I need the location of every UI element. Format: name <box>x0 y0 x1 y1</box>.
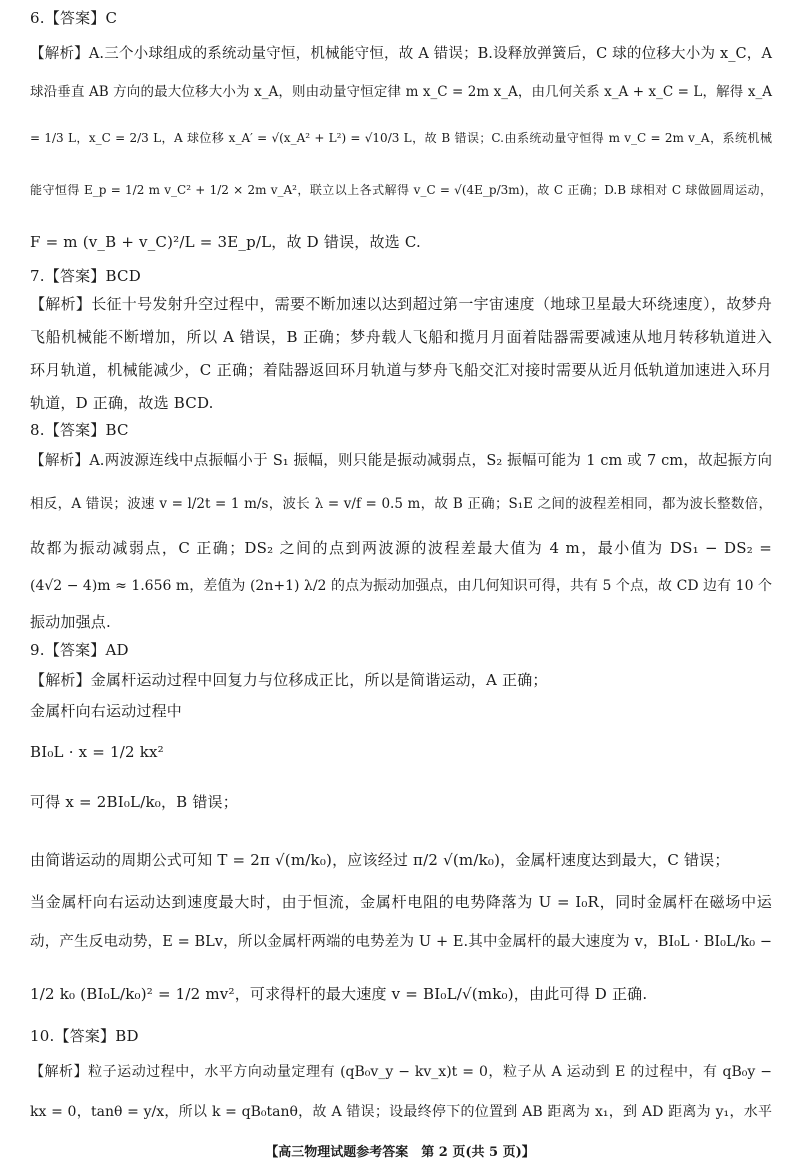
q9-analysis-line-4: 可得 x = 2BI₀L/k₀，B 错误； <box>30 793 238 811</box>
q8-analysis-line-5: 振动加强点. <box>30 613 111 631</box>
q8-analysis-line-3: 故都为振动减弱点，C 正确；DS₂ 之间的点到两波源的波程差最大值为 4 m，最小值为 DS₁ − DS₂ = <box>30 539 772 557</box>
page-footer: 【高三物理试题参考答案 第 2 页(共 5 页)】 <box>265 1145 535 1160</box>
q9-answer-heading: 9.【答案】AD <box>30 641 129 659</box>
q10-answer-heading: 10.【答案】BD <box>30 1027 139 1045</box>
q7-analysis-line-1: 【解析】长征十号发射升空过程中，需要不断加速以达到超过第一宇宙速度（地球卫星最大环绕速度），故梦舟 <box>30 295 772 313</box>
q9-analysis-line-6: 当金属杆向右运动达到速度最大时，由于恒流，金属杆电阻的电势降落为 U = I₀R，同时金属杆在磁场中运 <box>30 893 772 911</box>
q6-answer-heading: 6.【答案】C <box>30 9 118 27</box>
q6-analysis-line-3: = 1/3 L，x_C = 2/3 L，A 球位移 x_A′ = √(x_A² + L²) = √10/3 L，故 B 错误；C.由系统动量守恒得 m v_C = 2m v_A，系统机械 <box>30 131 772 145</box>
q8-analysis-line-1: 【解析】A.两波源连线中点振幅小于 S₁ 振幅，则只能是振动减弱点，S₂ 振幅可能为 1 cm 或 7 cm，故起振方向 <box>30 453 772 469</box>
q8-analysis-line-2: 相反，A 错误；波速 v = l/2t = 1 m/s，波长 λ = v/f = 0.5 m，故 B 正确；S₁E 之间的波程差相同，都为波长整数倍， <box>30 496 772 512</box>
q9-analysis-line-8: 1/2 k₀ (BI₀L/k₀)² = 1/2 mv²，可求得杆的最大速度 v = BI₀L/√(mk₀)，由此可得 D 正确. <box>30 985 648 1003</box>
q6-analysis-line-2: 球沿垂直 AB 方向的最大位移大小为 x_A，则由动量守恒定律 m x_C = 2m x_A，由几何关系 x_A + x_C = L，解得 x_A <box>30 84 772 100</box>
q9-analysis-line-7: 动，产生反电动势，E = BLv，所以金属杆两端的电势差为 U + E.其中金属杆的最大速度为 v，BI₀L · BI₀L/k₀ − <box>30 934 772 950</box>
q6-analysis-line-1: 【解析】A.三个小球组成的系统动量守恒，机械能守恒，故 A 错误；B.设释放弹簧后，C 球的位移大小为 x_C，A <box>30 46 772 62</box>
q9-analysis-line-2: 金属杆向右运动过程中 <box>30 702 183 720</box>
q6-analysis-line-4: 能守恒得 E_p = 1/2 m v_C² + 1/2 × 2m v_A²，联立以上各式解得 v_C = √(4E_p/3m)，故 C 正确；D.B 球相对 C 球做圆周运动， <box>30 183 772 197</box>
q10-analysis-line-2: kx = 0，tanθ = y/x，所以 k = qB₀tanθ，故 A 错误；设最终停下的位置到 AB 距离为 x₁，到 AD 距离为 y₁，水平 <box>30 1104 772 1120</box>
q9-analysis-line-1: 【解析】金属杆运动过程中回复力与位移成正比，所以是简谐运动，A 正确； <box>30 671 548 689</box>
q7-answer-heading: 7.【答案】BCD <box>30 267 141 285</box>
q8-analysis-line-4: (4√2 − 4)m ≈ 1.656 m，差值为 (2n+1) λ/2 的点为振动加强点，由几何知识可得，共有 5 个点，故 CD 边有 10 个 <box>30 578 772 594</box>
q9-analysis-line-3: BI₀L · x = 1/2 kx² <box>30 743 164 761</box>
q7-analysis-line-3: 环月轨道，机械能减少，C 正确；着陆器返回环月轨道与梦舟飞船交汇对接时需要从近月低轨道加速进入环月 <box>30 361 772 379</box>
q10-analysis-line-1: 【解析】粒子运动过程中，水平方向动量定理有 (qB₀v_y − kv_x)t = 0，粒子从 A 运动到 E 的过程中，有 qB₀y − <box>30 1064 772 1080</box>
q8-answer-heading: 8.【答案】BC <box>30 421 129 439</box>
q9-analysis-line-5: 由简谐运动的周期公式可知 T = 2π √(m/k₀)，应该经过 π/2 √(m/k₀)，金属杆速度达到最大，C 错误； <box>30 851 730 869</box>
q7-analysis-line-2: 飞船机械能不断增加，所以 A 错误，B 正确；梦舟载人飞船和揽月月面着陆器需要减速从地月转移轨道进入 <box>30 328 772 346</box>
q7-analysis-line-4: 轨道，D 正确，故选 BCD. <box>30 394 214 412</box>
q6-analysis-line-5: F = m (v_B + v_C)²/L = 3E_p/L，故 D 错误，故选 C. <box>30 233 421 251</box>
